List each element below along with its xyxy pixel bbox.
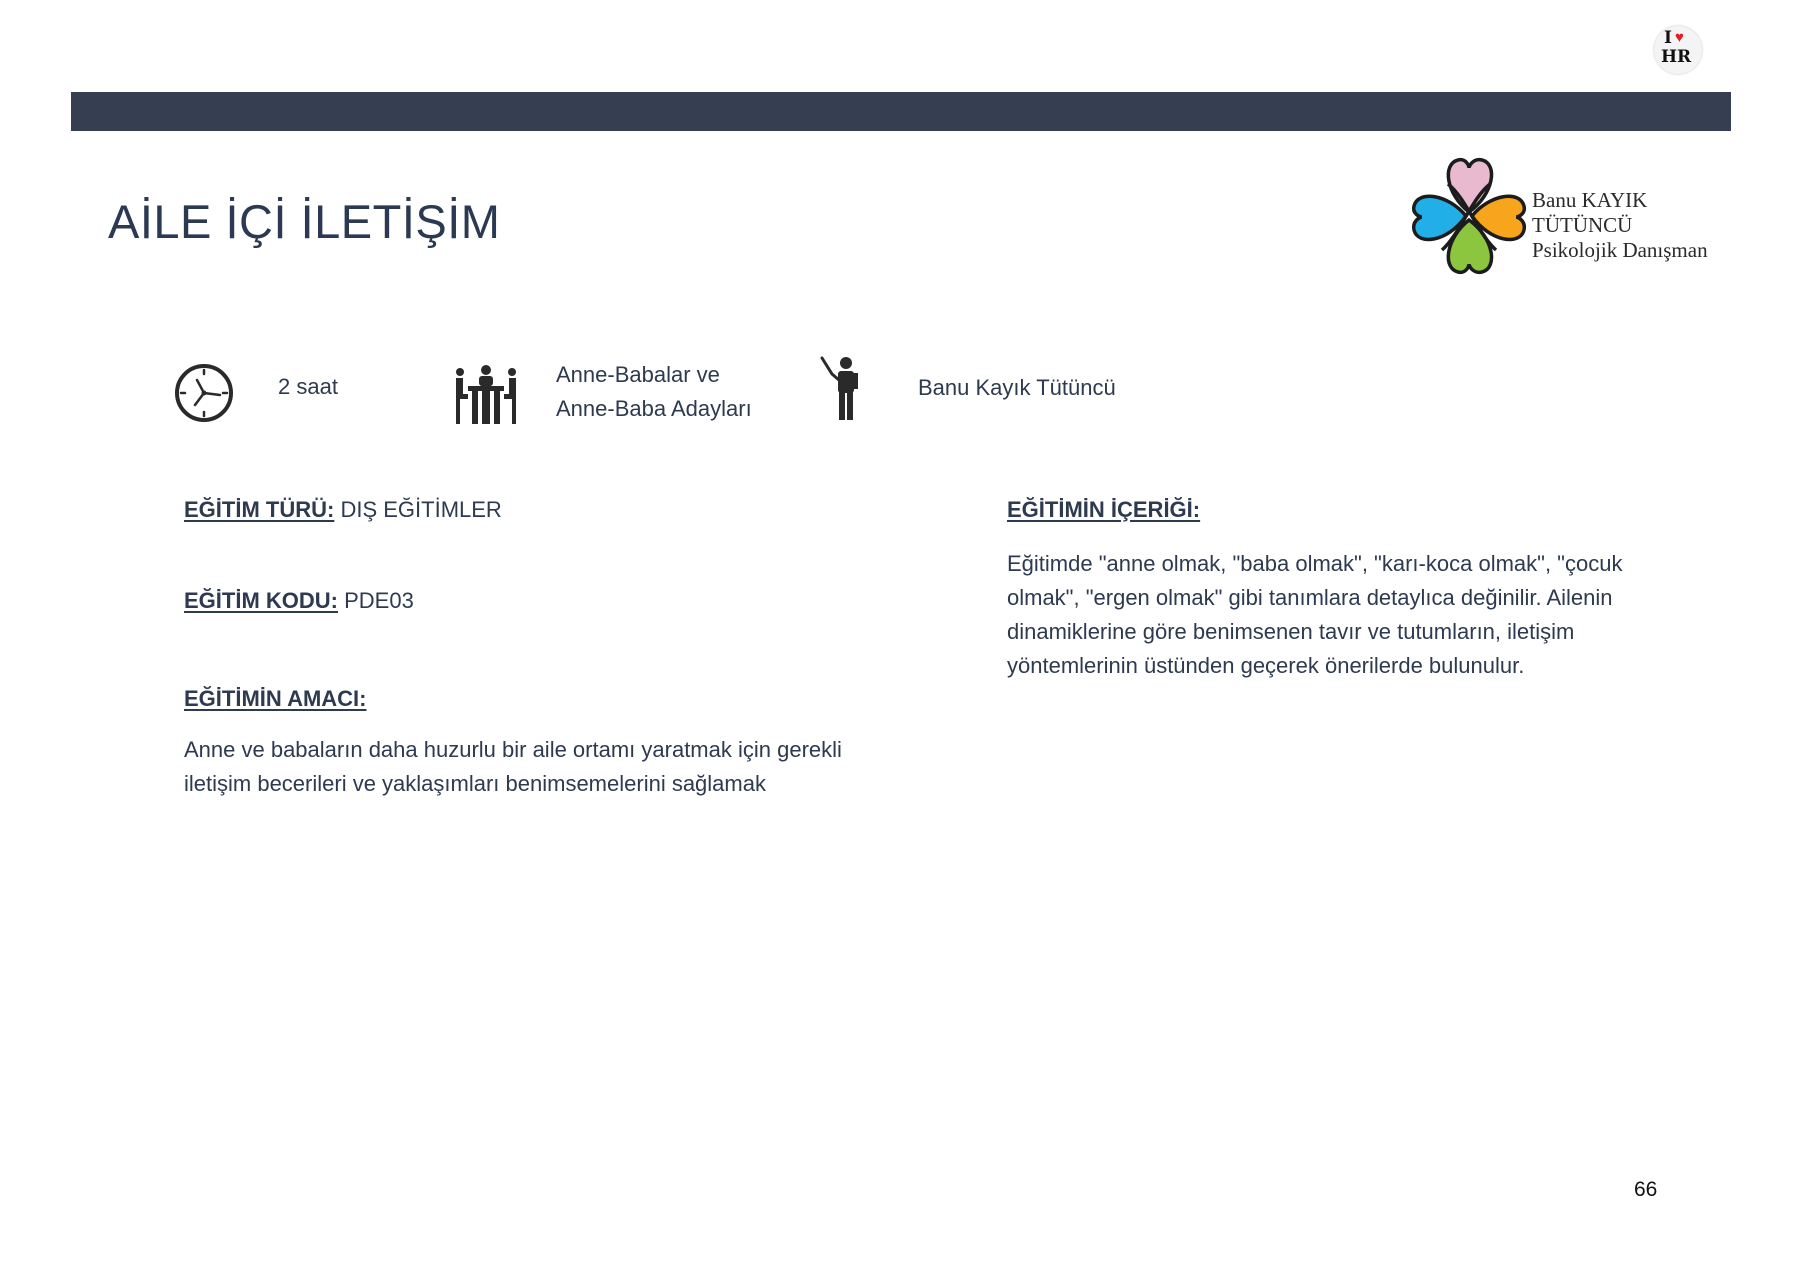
logo-text xyxy=(1532,188,1708,263)
meeting-people-icon xyxy=(454,364,518,426)
training-content-line-2: olmak", "ergen olmak" gibi tanımlara detaylıca değinilir. Ailenin xyxy=(1007,585,1613,610)
audience-text xyxy=(556,358,752,426)
training-content-label: EĞİTİMİN İÇERİĞİ: xyxy=(1007,497,1201,522)
badge-letter-i: I xyxy=(1664,28,1672,48)
training-content-text xyxy=(1007,547,1707,683)
training-type-label: EĞİTİM TÜRÜ: xyxy=(184,497,335,522)
trainer-text: Banu Kayık Tütüncü xyxy=(918,375,1116,400)
page-title: AİLE İÇİ İLETİŞİM xyxy=(108,195,501,248)
training-code-label: EĞİTİM KODU: xyxy=(184,588,338,613)
badge-letters-hr: HR xyxy=(1661,47,1692,67)
duration-text: 2 saat xyxy=(278,374,338,399)
audience-line-1: Anne-Babalar ve xyxy=(556,362,720,387)
clover-logo-icon xyxy=(1406,154,1532,278)
training-content-line-3: dinamiklerine göre benimsenen tavır ve tutumların, iletişim xyxy=(1007,619,1575,644)
training-aim-label: EĞİTİMİN AMACI: xyxy=(184,686,367,711)
clock-icon xyxy=(173,362,235,424)
heart-icon: ♥ xyxy=(1675,29,1684,46)
training-content-line-4: yöntemlerinin üstünden geçerek önerilerde bulunulur. xyxy=(1007,653,1525,678)
training-aim-line-1: Anne ve babaların daha huzurlu bir aile ortamı yaratmak için gerekli xyxy=(184,737,842,762)
logo-line-title: Psikolojik Danışman xyxy=(1532,238,1708,262)
training-aim-line-2: iletişim becerileri ve yaklaşımları benimsemelerini sağlamak xyxy=(184,771,766,796)
logo-line-name: Banu KAYIK xyxy=(1532,188,1648,212)
training-aim-heading xyxy=(184,686,367,712)
training-type-value: DIŞ EĞİTİMLER xyxy=(340,497,502,522)
presenter-icon xyxy=(820,356,866,420)
training-aim-text xyxy=(184,733,944,801)
training-content-line-1: Eğitimde "anne olmak, "baba olmak", "karı-koca olmak", "çocuk xyxy=(1007,551,1623,576)
audience-line-2: Anne-Baba Adayları xyxy=(556,396,752,421)
training-code-value: PDE03 xyxy=(344,588,414,613)
header-bar xyxy=(71,92,1731,131)
training-code xyxy=(184,588,414,614)
page-number: 66 xyxy=(1634,1178,1658,1201)
training-content-heading xyxy=(1007,497,1200,523)
i-love-hr-badge xyxy=(1654,26,1702,74)
logo-line-surname: TÜTÜNCÜ xyxy=(1532,213,1633,237)
training-type xyxy=(184,497,502,523)
